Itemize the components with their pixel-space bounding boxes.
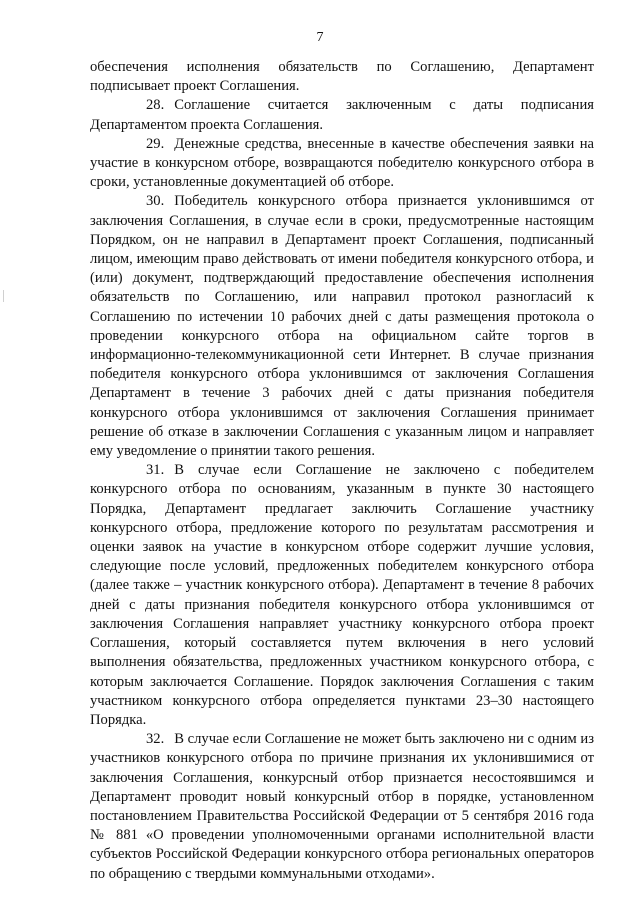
paragraph-text: Денежные средства, внесенные в качестве обеспечения заявки на участие в конкурсном отборе, возвращаются победителю конкурсного отбора в сроки, установленные документацией об отборе.	[90, 135, 594, 191]
paragraph-number: 32.	[146, 731, 165, 748]
paragraph-text: обеспечения исполнения обязательств по Соглашению, Департамент подписывает проект Соглашения.	[90, 59, 594, 95]
paragraph-32	[90, 730, 594, 884]
paragraph-text: В случае если Соглашение не может быть заключено ни с одним из участников конкурсного отбора по причине признания их уклонившимися от заключения Соглашения, конкурсный отбор признается несостоявшимся и Департамент проводит новый конкурсный отбор в порядке, установленном постановлением Правительства Российской Федерации от 5 сентября 2016 года № 881 «О проведении уполномоченными органами исполнительной власти субъектов Российской Федерации конкурсного отбора региональных операторов по обращению с твердыми коммунальными отходами».	[90, 731, 594, 882]
page-number: 7	[316, 30, 324, 45]
paragraph-number: 29.	[146, 135, 165, 152]
margin-mark	[3, 290, 4, 302]
document-body	[90, 58, 594, 884]
paragraph-29	[90, 135, 594, 193]
paragraph-31	[90, 461, 594, 730]
paragraph-28	[90, 96, 594, 134]
paragraph-number: 28.	[146, 97, 165, 114]
paragraph-continuation	[90, 58, 594, 96]
paragraph-number: 31.	[146, 462, 165, 479]
paragraph-number: 30.	[146, 193, 165, 210]
paragraph-text: Победитель конкурсного отбора признается уклонившимся от заключения Соглашения, в случае если в сроки, предусмотренные настоящим Порядком, он не направил в Департамент проект Соглашения, подписанный лицом, имеющим право действовать от имени победителя конкурсного отбора, и (или) документ, подтверждающий предоставление обеспечения исполнения обязательств по Соглашению, или направил протокол разногласий к Соглашению по истечении 10 рабочих дней с даты размещения протокола о проведении конкурсного отбора на официальном сайте торгов в информационно-телекоммуникационной сети Интернет. В случае признания победителя конкурсного отбора уклонившимся от заключения Соглашения Департамент в течение 3 рабочих дней с даты признания победителя конкурсного отбора уклонившимся от заключения Соглашения принимает решение об отказе в заключении Соглашения с указанным лицом и направляет ему уведомление о принятии такого решения.	[90, 193, 594, 460]
paragraph-text: Соглашение считается заключенным с даты подписания Департаментом проекта Соглашения.	[90, 97, 594, 133]
paragraph-30	[90, 192, 594, 461]
paragraph-text: В случае если Соглашение не заключено с победителем конкурсного отбора по основаниям, указанным в пункте 30 настоящего Порядка, Департамент предлагает заключить Соглашение участнику конкурсного отбора, предложение которого по результатам рассмотрения и оценки заявок на участие в конкурсном отборе содержит лучшие условия, следующие после условий, предложенных победителем конкурсного отбора (далее также – участник конкурсного отбора). Департамент в течение 8 рабочих дней с даты признания победителя конкурсного отбора уклонившимся от заключения Соглашения направляет участнику конкурсного отбора проект Соглашения, который составляется путем включения в него условий выполнения обязательства, предложенных участником конкурсного отбора, с которым заключается Соглашение. Порядок заключения Соглашения с таким участником конкурсного отбора определяется пунктами 23–30 настоящего Порядка.	[90, 462, 594, 728]
